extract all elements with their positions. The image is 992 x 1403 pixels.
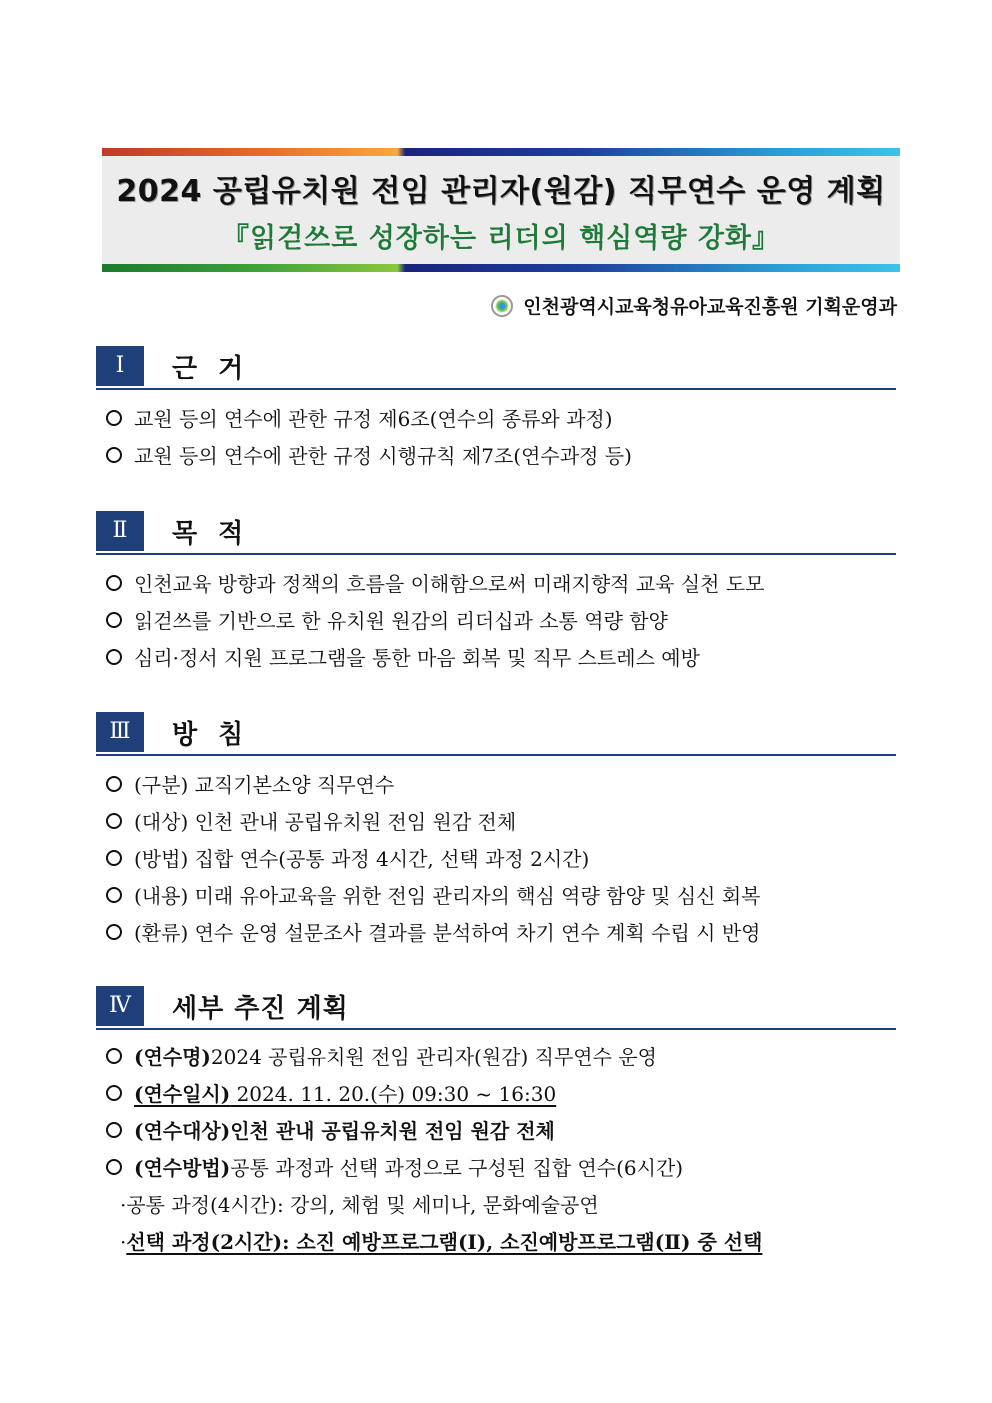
section-header-1 <box>96 346 896 390</box>
circle-bullet-icon <box>106 924 122 940</box>
list-item-text: 인천교육 방향과 정책의 흐름을 이해함으로써 미래지향적 교육 실천 도모 <box>134 572 765 596</box>
section-number: Ⅰ <box>96 346 144 386</box>
list-item <box>106 568 764 597</box>
list-item-text: 심리·정서 지원 프로그램을 통한 마음 회복 및 직무 스트레스 예방 <box>134 646 700 670</box>
list-item <box>106 769 394 798</box>
circle-bullet-icon <box>106 1122 122 1138</box>
list-item <box>106 403 613 432</box>
section-title: 방 침 <box>172 720 250 750</box>
sub-marker: · <box>120 1193 127 1217</box>
list-item <box>106 1115 555 1144</box>
sub-item-text: 공통 과정(4시간): 강의, 체험 및 세미나, 문화예술공연 <box>126 1193 599 1217</box>
item-value: 공통 과정과 선택 과정으로 구성된 집합 연수(6시간) <box>230 1156 684 1180</box>
circle-bullet-icon <box>106 1048 122 1064</box>
item-label: (연수일시) <box>134 1082 231 1106</box>
list-item <box>106 843 589 872</box>
list-item <box>106 880 761 909</box>
title-box <box>102 148 900 272</box>
title-bottom-bar <box>102 264 900 272</box>
circle-bullet-icon <box>106 410 122 426</box>
circle-bullet-icon <box>106 575 122 591</box>
section-number: Ⅱ <box>96 511 144 551</box>
list-item <box>106 642 700 671</box>
section-title: 근 거 <box>172 354 250 384</box>
list-item-text: (방법) 집합 연수(공통 과정 4시간, 선택 과정 2시간) <box>134 847 590 871</box>
sub-item-text: 선택 과정(2시간): 소진 예방프로그램(Ⅰ), 소진예방프로그램(Ⅱ) 중 선택 <box>126 1230 763 1254</box>
list-item <box>106 605 668 634</box>
item-value: 인천 관내 공립유치원 전임 원감 전체 <box>230 1119 555 1143</box>
circle-bullet-icon <box>106 776 122 792</box>
list-item <box>106 440 632 469</box>
item-label: (연수방법) <box>134 1156 231 1180</box>
sub-item <box>120 1226 762 1255</box>
item-label: (연수명) <box>134 1045 211 1069</box>
list-item-text: (대상) 인천 관내 공립유치원 전임 원감 전체 <box>134 810 517 834</box>
list-item <box>106 1152 683 1181</box>
circle-bullet-icon <box>106 447 122 463</box>
list-item-text: (내용) 미래 유아교육을 위한 전임 관리자의 핵심 역량 함양 및 심신 회복 <box>134 884 761 908</box>
sub-item <box>120 1189 599 1218</box>
item-value: 2024 공립유치원 전임 관리자(원감) 직무연수 운영 <box>210 1045 657 1069</box>
circle-bullet-icon <box>106 813 122 829</box>
list-item <box>106 806 516 835</box>
item-label: (연수대상) <box>134 1119 231 1143</box>
section-title: 목 적 <box>172 519 250 549</box>
list-item-text: 교원 등의 연수에 관한 규정 제6조(연수의 종류와 과정) <box>134 407 613 431</box>
list-item <box>106 1078 556 1107</box>
section-number: Ⅳ <box>96 986 144 1026</box>
circle-bullet-icon <box>106 649 122 665</box>
section-header-2 <box>96 511 896 555</box>
title-top-bar <box>102 148 900 156</box>
list-item-text: 읽걷쓰를 기반으로 한 유치원 원감의 리더십과 소통 역량 함양 <box>134 609 668 633</box>
list-item-text: (구분) 교직기본소양 직무연수 <box>134 773 395 797</box>
circle-bullet-icon <box>106 850 122 866</box>
section-header-3 <box>96 712 896 756</box>
item-underlined <box>134 1078 556 1107</box>
circle-bullet-icon <box>106 612 122 628</box>
section-title: 세부 추진 계획 <box>172 994 349 1024</box>
document-title: 2024 공립유치원 전임 관리자(원감) 직무연수 운영 계획 <box>116 174 886 209</box>
circle-bullet-icon <box>106 1159 122 1175</box>
organization-name: 인천광역시교육청유아교육진흥원 기획운영과 <box>523 296 897 318</box>
circle-bullet-icon <box>106 887 122 903</box>
organization <box>491 292 897 319</box>
organization-logo-icon <box>491 295 513 317</box>
item-value: 2024. 11. 20.(수) 09:30 ~ 16:30 <box>230 1082 557 1106</box>
list-item <box>106 1041 657 1070</box>
section-number: Ⅲ <box>96 712 144 752</box>
list-item <box>106 917 761 946</box>
section-header-4 <box>96 986 896 1030</box>
document-subtitle: 『읽걷쓰로 성장하는 리더의 핵심역량 강화』 <box>222 223 780 254</box>
list-item-text: (환류) 연수 운영 설문조사 결과를 분석하여 차기 연수 계획 수립 시 반영 <box>134 921 761 945</box>
circle-bullet-icon <box>106 1085 122 1101</box>
list-item-text: 교원 등의 연수에 관한 규정 시행규칙 제7조(연수과정 등) <box>134 444 632 468</box>
sub-marker: · <box>120 1230 127 1254</box>
